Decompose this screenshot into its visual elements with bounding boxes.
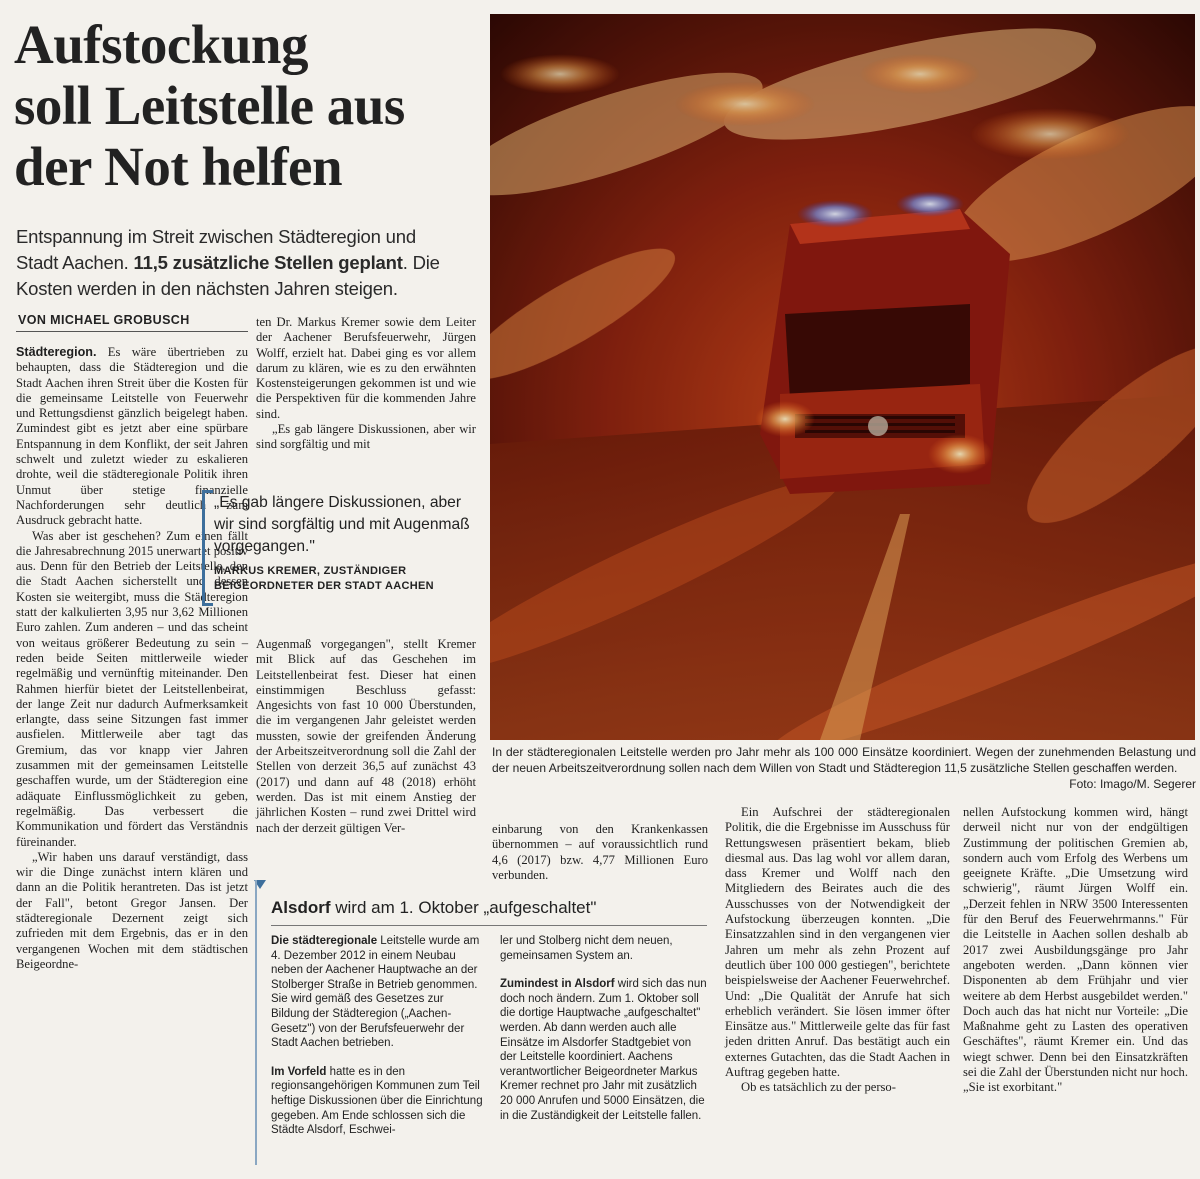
article-paragraph: einbarung von den Krankenkassen übernommen – auf voraussichtlich rund 4,6 (2017) bzw. 4,77 Millionen Euro verbunden.	[492, 822, 708, 882]
info-box-paragraph	[500, 977, 707, 1123]
subheadline-line-3: Kosten werden in den nächsten Jahren steigen.	[16, 278, 398, 299]
article-column-2-top	[256, 315, 476, 453]
info-box-column-1	[271, 934, 483, 1138]
info-box-text: Leitstelle wurde am 4. Dezember 2012 in einem Neubau neben der Aachener Hauptwache an der Stolberger Straße in Betrieb genommen. Sie wird gemäß des Gesetzes zur Bildung der Städteregion („Aachen-Gesetz") von der Berufsfeuerwehr der Stadt Aachen betrieben.	[271, 935, 480, 1050]
dateline: Städteregion.	[16, 345, 97, 359]
subheadline-line-2	[16, 250, 486, 276]
article-paragraph: „Wir haben uns darauf verständigt, dass wir die Dinge zunächst intern klären und dann an die Politik herantreten. Das ist jetzt der Fall", betont Gregor Jansen. Der städteregionale Dezernent zeigt sich zufrieden mit dem Ergebnis, das er in den vergangenen Wochen mit dem städtischen Beigeordne-	[16, 849, 248, 971]
article-column-2-bottom	[256, 637, 476, 836]
subheadline-text: . Die	[402, 252, 440, 273]
info-box-title-rest: wird am 1. Oktober „aufgeschaltet"	[330, 898, 597, 917]
article-column-5	[963, 805, 1188, 1096]
article-paragraph: nellen Aufstockung kommen wird, hängt derweil nicht nur von der endgültigen Zustimmung der politischen Gremien ab, sondern auch vom Erfolg des Werbens um geeignete Kräfte. „Die Umsetzung wird schwierig", räumt Jürgen Wolff ein. „Derzeit fehlen in NRW 3500 Interessenten für den Beruf des Feuerwehrmanns." Für die Leitstelle in Aachen sollen deshalb ab 2017 zwei Ausbildungsgänge pro Jahr angeboten werden. „Dann können vier Disponenten ab dem Frühjahr und vier weitere ab dem Herbst ausgebildet werden." Doch auch das hat nicht nur Vorteile: „Die Maßnahme geht zu Lasten des operativen Geschäftes", räumt Kremer ein. Und das wiegt schwer. Denn bei den Einsatzkräften sei die Zahl der Überstunden nicht nur hoch. „Sie ist exorbitant."	[963, 805, 1188, 1095]
subheadline	[16, 224, 486, 302]
pull-quote-text: „Es gab längere Diskussionen, aber wir sind sorgfältig und mit Augenmaß vorgegangen."	[214, 494, 470, 555]
quote-bracket	[202, 490, 213, 606]
article-paragraph: Was aber ist geschehen? Zum einen fällt die Jahresabrechnung 2015 unerwartet positiv aus. Denn für den Betrieb der Leitstelle, den die Stadt Aachen sicherstellt und dessen Kosten sie weitergibt, muss die Städteregion statt der kalkulierten 3,95 nur 3,62 Millionen Euro zahlen. Zum anderen – und das scheint von weitaus größerer Bedeutung zu sein – reden beide Seiten mittlerweile wieder regelmäßig und vernünftig miteinander. Den Rahmen hierfür bietet der Leitstellenbeirat, der lange Zeit nur dadurch Aufmerksamkeit erlangte, dass seine Sitzungen fast immer ausfielen. Mittlerweile aber tagt das Gremium, das vor knapp vier Jahren zusammen mit der gemeinsamen Leitstelle geschaffen wurde, um der Städteregion eine adäquate Einflussmöglichkeit zu geben, regelmäßig. Das verbessert die Kommunikation und fördert das Verständnis füreinander.	[16, 528, 248, 849]
article-paragraph: Ein Aufschrei der städteregionalen Politik, die die Ergebnisse im Ausschuss für Rettungswesen präsentiert bekam, blieb diesmal aus. Das lag wohl vor allem daran, dass Kremer und Wolff nach den Mitgliedern des Beirates auch die des Ausschusses von der Notwendigkeit der Aufstockung überzeugen konnten. „Die Einsatzzahlen sind in den vergangenen vier Jahren um mehr als zehn Prozent auf deutlich über 100 000 gestiegen", berichtete beispielsweise der Aachener Feuerwehrchef. Und: „Die Qualität der Anrufe hat sich erheblich verändert. Sie lösen immer öfter Einsätze aus." Mittlerweile gelte das für fast jeden dritten Anruf. Das bestätigt auch ein externes Gutachten, das die Stadt Aachen in Auftrag gegeben hatte.	[725, 805, 950, 1080]
article-column-1	[16, 345, 248, 972]
info-box-text: hatte es in den regionsangehörigen Kommunen zum Teil heftige Diskussionen über die Einrichtung gegeben. Am Ende schlossen sich die Städte Alsdorf, Eschwei-	[271, 1065, 483, 1137]
pull-quote	[202, 482, 474, 606]
info-box-alsdorf	[255, 880, 712, 1165]
info-box-title	[271, 898, 596, 918]
photo-credit: Foto: Imago/M. Segerer	[1069, 777, 1196, 791]
byline: VON MICHAEL GROBUSCH	[18, 313, 190, 327]
info-box-lead: Die städteregionale	[271, 935, 378, 947]
info-box-lead: Im Vorfeld	[271, 1065, 327, 1078]
article-column-3	[492, 822, 708, 883]
pull-quote-author: MARKUS KREMER, ZUSTÄNDIGER BEIGEORDNETER DER STADT AACHEN	[214, 565, 434, 592]
subheadline-text: Stadt Aachen.	[16, 252, 134, 273]
info-box-paragraph: ler und Stolberg nicht dem neuen, gemeinsamen System an.	[500, 935, 673, 962]
article-column-4	[725, 805, 950, 1096]
info-box-title-bold: Alsdorf	[271, 898, 331, 917]
article-paragraph: ten Dr. Markus Kremer sowie dem Leiter der Aachener Berufsfeuerwehr, Jürgen Wolff, erzielt hat. Dabei ging es vor allem darum zu klären, wie es zu den erwähnten Kostensteigerungen gekommen ist und wie die Perspektiven für die kommenden Jahre sind.	[256, 315, 476, 421]
article-text: Es wäre übertrieben zu behaupten, dass die Städteregion und die Stadt Aachen ihren Streit über die Kosten für die gemeinsame Leitstelle von Feuerwehr und Rettungsdienst gänzlich beigelegt haben. Zumindest gibt es jetzt aber eine spürbare Entspannung in dem Konflikt, der seit Jahren schwelt und zuletzt wieder zu eskalieren drohte, weil die städteregionale Politik ihren Unmut über stetige finanzielle Nachforderungen sehr deutlich zum Ausdruck gebracht hatte.	[16, 345, 248, 528]
info-box-lead: Zumindest in Alsdorf	[500, 978, 615, 991]
info-box-column-2	[500, 934, 707, 1123]
info-box-paragraph	[271, 934, 483, 1051]
article-paragraph: Ob es tatsächlich zu der perso-	[741, 1080, 896, 1095]
headline-line-1: Aufstockung	[14, 14, 309, 75]
fire-truck-illustration	[490, 14, 1195, 740]
fire-truck-photo	[490, 14, 1195, 740]
subheadline-emphasis: 11,5 zusätzliche Stellen geplant	[133, 252, 403, 273]
photo-caption	[492, 744, 1196, 792]
byline-rule	[16, 331, 248, 332]
info-box-text: wird sich das nun doch noch ändern. Zum 1. Oktober soll die dortige Hauptwache „aufgeschaltet" werden. Ab dann werden auch alle Einsätze im Alsdorfer Stadtgebiet von der Leitstelle koordiniert. Aachens verantwortlicher Beigeordneter Markus Kremer rechnet pro Jahr mit zusätzlich 20 000 Anrufen und 5000 Einsätzen, die in die Zuständigkeit der Leitstelle fallen.	[500, 978, 707, 1122]
article-paragraph: Augenmaß vorgegangen", stellt Kremer mit Blick auf das Geschehen im Leitstellenbeirat fest. Dieser hat einen einstimmigen Beschluss gefasst: Angesichts von fast 10 000 Überstunden, die im vergangenen Jahr geleistet werden mussten, sowie der greifenden Änderung der Arbeitszeitverordnung soll die Zahl der Stellen von derzeit 36,5 auf zunächst 43 (2017) und dann auf 48 (2018) erhöht werden. Das ist mit einem Anstieg der jährlichen Kosten – rund zwei Drittel wird nach der derzeit gültigen Ver-	[256, 637, 476, 835]
headline	[14, 14, 484, 197]
headline-line-3: der Not helfen	[14, 136, 343, 197]
subheadline-line-1: Entspannung im Streit zwischen Städteregion und	[16, 226, 416, 247]
article-paragraph: „Es gab längere Diskussionen, aber wir sind sorgfältig und mit	[256, 422, 476, 452]
photo-caption-text: In der städteregionalen Leitstelle werden pro Jahr mehr als 100 000 Einsätze koordiniert. Wegen der zunehmenden Belastung und der neuen Arbeitszeitverordnung sollen nach dem Willen von Stadt und Städteregion 11,5 zusätzliche Stellen geschaffen werden.	[492, 745, 1196, 775]
info-box-rule	[271, 925, 707, 926]
info-box-paragraph	[271, 1065, 483, 1138]
headline-line-2: soll Leitstelle aus	[14, 75, 405, 136]
